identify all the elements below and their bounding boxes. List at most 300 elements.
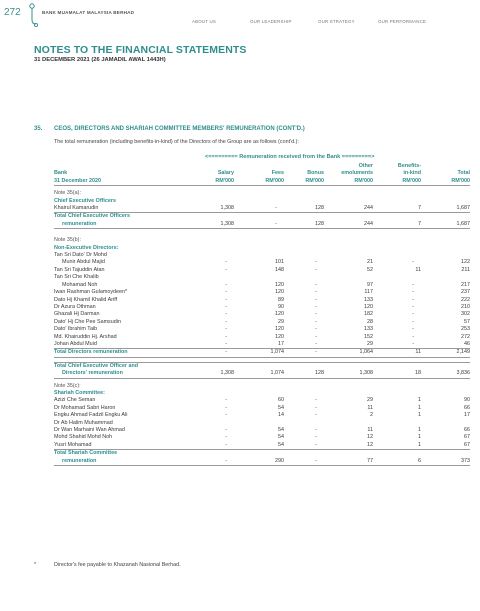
empty-cell [234, 237, 284, 244]
fees-cell: 54 [278, 404, 284, 411]
empty-cell [373, 450, 421, 458]
total-label: Directors' remuneration [54, 370, 184, 378]
note-label-label: Note 35(b): [54, 237, 81, 244]
table-row [54, 397, 470, 404]
bonus-cell: 128 [284, 221, 324, 229]
total-cell: 210 [461, 303, 470, 310]
other-cell: 29 [367, 397, 373, 404]
bonus-cell: 128 [284, 370, 324, 378]
salary-cell: - [225, 340, 227, 347]
header-row [54, 170, 470, 177]
fees-cell: - [275, 205, 277, 212]
bik-cell: - [412, 259, 414, 266]
member-name: Iwan Rashman Gulamoydeen* [54, 289, 128, 296]
table-row [54, 311, 470, 318]
total-cell: 90 [464, 397, 470, 404]
empty-cell [234, 213, 284, 221]
other-cell: 12 [367, 441, 373, 448]
other-cell [324, 420, 373, 427]
member-name: Azizi Che Seman [54, 397, 96, 404]
salary-cell: - [225, 404, 227, 411]
total-row [54, 213, 470, 221]
header-cell: RM'000 [284, 178, 324, 186]
fees-cell: 120 [275, 311, 284, 318]
member-name: Khairul Kamarudin [54, 205, 99, 212]
remuneration-range-label: <========= Remuneration received from the Bank =========> [205, 154, 375, 160]
page-subtitle: 31 DECEMBER 2021 (26 JAMADIL AWAL 1443H) [34, 57, 166, 63]
total-row [54, 221, 470, 229]
fees-cell: 90 [278, 303, 284, 310]
other-cell: 2 [370, 412, 373, 419]
note-label-label: Note 35(a): [54, 190, 81, 197]
total-cell: 17 [464, 412, 470, 419]
note-label [54, 383, 470, 390]
total-row [54, 362, 470, 370]
remuneration-table-body [54, 163, 470, 466]
bik-cell: 1 [418, 427, 421, 433]
fees-cell [234, 252, 284, 259]
bonus-cell: - [315, 441, 317, 448]
empty-cell [284, 190, 324, 197]
total-label: Total Chief Executive Officer and [54, 362, 184, 370]
total-cell: 253 [461, 326, 470, 333]
member-name: Engku Ahmad Fadzil Engku Ali [54, 412, 128, 419]
member-name: Mohamad Noh [62, 281, 98, 288]
salary-cell: - [225, 333, 227, 340]
empty-cell [284, 237, 324, 244]
table-row [54, 274, 470, 281]
group-heading-label: Shariah Committee: [54, 389, 105, 396]
total-label: remuneration [54, 221, 184, 229]
salary-cell: - [225, 303, 227, 310]
salary-cell: - [225, 296, 227, 303]
other-cell: 1,064 [324, 349, 373, 357]
empty-cell [284, 213, 324, 221]
empty-cell [284, 198, 324, 205]
empty-cell [234, 383, 284, 390]
member-name: Yusri Mohamad [54, 441, 92, 448]
total-cell: 3,836 [421, 370, 470, 378]
other-cell: 133 [364, 296, 373, 303]
bik-cell: - [412, 303, 414, 310]
footnote-text: Director's fee payable to Khazanah Nasional Berhad. [54, 562, 181, 568]
empty-cell [234, 190, 284, 197]
total-cell [421, 252, 470, 259]
fees-cell: 120 [275, 333, 284, 340]
group-heading-label: Chief Executive Officers [54, 197, 117, 204]
other-cell: 1,308 [324, 370, 373, 378]
total-cell: 302 [461, 311, 470, 318]
bik-cell: 11 [415, 266, 421, 273]
total-cell: 67 [464, 441, 470, 448]
member-name: Dr Wan Marhaini Wan Ahmad [54, 427, 125, 433]
other-cell: 52 [367, 266, 373, 273]
salary-cell: - [225, 326, 227, 333]
bik-cell [373, 252, 421, 259]
fees-cell [234, 274, 284, 281]
fees-cell: 101 [275, 259, 284, 266]
total-cell: 1,687 [421, 221, 470, 229]
empty-cell [324, 245, 373, 252]
bonus-cell: - [315, 340, 317, 347]
empty-cell [184, 190, 234, 197]
total-cell: 217 [461, 281, 470, 288]
other-cell: 97 [367, 281, 373, 288]
table-row [54, 267, 470, 274]
member-name: Johan Abdul Muid [54, 340, 97, 347]
empty-cell [421, 362, 470, 370]
other-cell: 182 [364, 311, 373, 318]
note-label [54, 237, 470, 244]
section-heading [34, 126, 305, 132]
bonus-cell: - [315, 434, 317, 441]
bonus-cell: - [315, 412, 317, 419]
fees-cell: 29 [278, 318, 284, 325]
empty-cell [421, 450, 470, 458]
other-cell [324, 274, 373, 281]
salary-cell: - [225, 311, 227, 318]
section-number: 35. [34, 126, 43, 132]
bonus-cell: - [284, 458, 324, 466]
total-row [54, 450, 470, 458]
total-row [54, 458, 470, 466]
header-cell: emoluments [341, 170, 373, 177]
header-cell: Benefits- [397, 163, 421, 169]
bik-cell: - [412, 333, 414, 340]
member-name: Tan Sri Tajuddin Atan [54, 266, 105, 273]
other-cell: 244 [324, 221, 373, 229]
footnote-marker: * [34, 562, 37, 568]
table-row [54, 442, 470, 450]
bonus-cell: - [315, 281, 317, 288]
bik-cell: 1 [418, 397, 421, 404]
empty-cell [324, 198, 373, 205]
other-cell: 244 [364, 205, 373, 212]
table-row [54, 427, 470, 434]
salary-cell: - [225, 434, 227, 441]
header-cell: Fees [271, 170, 284, 177]
empty-cell [421, 237, 470, 244]
total-cell: 211 [461, 266, 470, 273]
fees-cell: 120 [275, 289, 284, 296]
bik-cell: - [412, 340, 414, 347]
total-cell: 67 [464, 434, 470, 441]
bik-cell: 1 [418, 434, 421, 441]
total-cell: 373 [421, 458, 470, 466]
empty-cell [184, 245, 234, 252]
other-cell: 12 [367, 434, 373, 441]
header-cell: RM'000 [324, 178, 373, 186]
bik-cell: - [412, 326, 414, 333]
other-cell: 11 [367, 427, 373, 433]
empty-cell [373, 213, 421, 221]
bik-cell [373, 274, 421, 281]
bik-cell: 18 [373, 370, 421, 378]
bonus-cell: - [315, 289, 317, 296]
fees-cell: 148 [275, 266, 284, 273]
member-name: Dr Mohamad Sabri Haron [54, 404, 116, 411]
empty-cell [421, 190, 470, 197]
fees-cell: 1,074 [234, 370, 284, 378]
empty-cell [234, 362, 284, 370]
section-intro: The total remuneration (including benefits-in-kind) of the Directors of the Group are as follows (cont'd.): [54, 139, 299, 145]
total-cell: 57 [464, 318, 470, 325]
total-cell: 66 [464, 427, 470, 433]
total-label: Total Directors remuneration [54, 349, 184, 357]
empty-cell [421, 198, 470, 205]
member-name: Munir Abdul Majid [62, 259, 105, 266]
bonus-cell: - [315, 266, 317, 273]
note-label [54, 190, 470, 197]
header-cell [184, 163, 234, 170]
total-label: Total Chief Executive Officers [54, 213, 184, 221]
empty-cell [421, 245, 470, 252]
total-label: Total Shariah Committee [54, 450, 184, 458]
fees-cell: 120 [275, 281, 284, 288]
bonus-cell: - [315, 318, 317, 325]
bik-cell: 7 [373, 221, 421, 229]
bank-logo-icon [28, 2, 40, 28]
bonus-cell [284, 274, 324, 281]
group-heading [54, 198, 470, 205]
bik-cell: 11 [373, 349, 421, 357]
table-row [54, 434, 470, 441]
nav-our-leadership[interactable]: OUR LEADERSHIP [250, 19, 292, 24]
bik-cell: - [412, 281, 414, 288]
empty-cell [284, 245, 324, 252]
empty-cell [234, 245, 284, 252]
page-number: 272 [4, 7, 21, 18]
table-row [54, 259, 470, 266]
bik-cell: - [412, 318, 414, 325]
note-label-label: Note 35(c): [54, 382, 81, 389]
member-name: Dato Hj Khamil Khalid Ariff [54, 296, 118, 303]
header-cell: RM'000 [234, 178, 284, 186]
other-cell: 29 [367, 340, 373, 347]
bonus-cell: - [315, 427, 317, 433]
empty-cell [184, 213, 234, 221]
salary-cell [184, 274, 234, 281]
header-cell [234, 163, 284, 170]
empty-cell [324, 362, 373, 370]
member-name: Dato' Hj Che Pee Samsudin [54, 318, 121, 325]
bik-cell: 6 [373, 458, 421, 466]
table-row [54, 334, 470, 341]
empty-cell [184, 390, 234, 397]
total-cell: 2,149 [421, 349, 470, 357]
salary-cell: - [225, 266, 227, 273]
bonus-cell: - [315, 311, 317, 318]
member-name: Dato' Ibrahim Taib [54, 326, 98, 333]
total-cell: 222 [461, 296, 470, 303]
empty-cell [373, 383, 421, 390]
member-name: Tan Sri Che Khalib [54, 274, 99, 281]
table-row [54, 319, 470, 326]
header-cell: in-kind [403, 170, 421, 177]
empty-cell [324, 190, 373, 197]
empty-cell [284, 383, 324, 390]
nav-our-performance[interactable]: OUR PERFORMANCE [378, 19, 427, 24]
bik-cell: - [412, 289, 414, 296]
header-cell: Total [457, 170, 470, 177]
fees-cell: 54 [278, 434, 284, 441]
fees-cell: - [234, 221, 284, 229]
header-cell [284, 163, 324, 170]
header-row [54, 178, 470, 186]
bik-cell [373, 420, 421, 427]
member-name: Dr Ab Halim Muhammad [54, 419, 113, 426]
empty-cell [284, 450, 324, 458]
fees-cell: 290 [234, 458, 284, 466]
empty-cell [284, 362, 324, 370]
salary-cell: - [225, 427, 227, 433]
header-cell: RM'000 [184, 178, 234, 186]
other-cell: 77 [324, 458, 373, 466]
bonus-cell [284, 252, 324, 259]
header-cell: Bonus [307, 170, 324, 177]
empty-cell [421, 390, 470, 397]
header-cell: RM'000 [421, 178, 470, 186]
salary-cell: - [225, 281, 227, 288]
fees-cell: 120 [275, 326, 284, 333]
other-cell: 133 [364, 326, 373, 333]
total-cell: 66 [464, 404, 470, 411]
member-name: Dr Azura Othman [54, 303, 96, 310]
total-cell: 237 [461, 289, 470, 296]
empty-cell [373, 190, 421, 197]
bik-cell: - [412, 311, 414, 318]
fees-cell [234, 420, 284, 427]
header-cell: Salary [217, 170, 234, 177]
other-cell: 152 [364, 333, 373, 340]
total-row [54, 370, 470, 378]
bik-cell: 1 [418, 441, 421, 448]
page-title: NOTES TO THE FINANCIAL STATEMENTS [34, 44, 247, 56]
bonus-cell: - [315, 326, 317, 333]
fees-cell: 17 [278, 340, 284, 347]
salary-cell: - [184, 349, 234, 357]
salary-cell: - [184, 458, 234, 466]
empty-cell [324, 450, 373, 458]
empty-cell [324, 390, 373, 397]
table-row [54, 297, 470, 304]
bonus-cell: - [315, 303, 317, 310]
other-cell: 21 [367, 259, 373, 266]
header-cell: Bank [54, 170, 68, 177]
fees-cell: 14 [278, 412, 284, 419]
table-row [54, 341, 470, 349]
empty-cell [373, 237, 421, 244]
other-cell: 117 [364, 289, 373, 296]
group-heading [54, 390, 470, 397]
total-cell [421, 420, 470, 427]
bik-cell: 1 [418, 412, 421, 419]
salary-cell [184, 420, 234, 427]
total-cell: 272 [461, 333, 470, 340]
nav-our-strategy[interactable]: OUR STRATEGY [318, 19, 355, 24]
total-cell: 46 [464, 340, 470, 347]
header-cell: 31 December 2020 [54, 178, 184, 186]
bonus-cell: 128 [315, 205, 324, 212]
empty-cell [373, 198, 421, 205]
table-row [54, 304, 470, 311]
bonus-cell: - [315, 333, 317, 340]
empty-cell [184, 450, 234, 458]
salary-cell: - [225, 259, 227, 266]
salary-cell: - [225, 412, 227, 419]
salary-cell: - [225, 289, 227, 296]
empty-cell [184, 362, 234, 370]
empty-cell [234, 390, 284, 397]
salary-cell: - [225, 318, 227, 325]
group-heading-label: Non-Executive Directors: [54, 244, 119, 251]
table-row [54, 289, 470, 296]
member-name: Md. Khairuddin Hj. Arshad [54, 333, 117, 340]
bonus-cell: - [315, 404, 317, 411]
table-row [54, 326, 470, 333]
group-heading [54, 245, 470, 252]
total-cell [421, 274, 470, 281]
salary-cell: - [225, 397, 227, 404]
other-cell [324, 252, 373, 259]
header-cell: RM'000 [373, 178, 421, 186]
member-name: Tan Sri Dato' Dr Mohd [54, 252, 107, 259]
empty-cell [324, 237, 373, 244]
empty-cell [373, 390, 421, 397]
other-cell: 11 [367, 404, 373, 411]
total-cell: 1,687 [456, 205, 470, 212]
empty-cell [421, 383, 470, 390]
fees-cell: 54 [278, 427, 284, 433]
bonus-cell: - [315, 296, 317, 303]
header-row [54, 163, 470, 170]
empty-cell [373, 362, 421, 370]
fees-cell: 89 [278, 296, 284, 303]
empty-cell [184, 198, 234, 205]
table-row [54, 405, 470, 412]
empty-cell [234, 450, 284, 458]
total-row [54, 349, 470, 357]
table-row [54, 420, 470, 427]
salary-cell: 1,308 [184, 221, 234, 229]
bonus-cell: - [284, 349, 324, 357]
bonus-cell: - [315, 397, 317, 404]
table-row [54, 412, 470, 419]
table-row [54, 205, 470, 213]
bank-name: BANK MUAMALAT MALAYSIA BERHAD [42, 10, 135, 15]
page-header [0, 0, 480, 36]
table-row [54, 252, 470, 259]
empty-cell [184, 237, 234, 244]
header-cell: Other [358, 163, 373, 169]
fees-cell: 1,074 [234, 349, 284, 357]
empty-cell [324, 213, 373, 221]
fees-cell: 60 [278, 397, 284, 404]
bik-cell: - [412, 296, 414, 303]
other-cell: 120 [364, 303, 373, 310]
salary-cell: - [225, 441, 227, 448]
bik-cell: 1 [418, 404, 421, 411]
empty-cell [324, 383, 373, 390]
nav-about-us[interactable]: ABOUT US [192, 19, 216, 24]
empty-cell [234, 198, 284, 205]
remuneration-table [54, 163, 470, 466]
header-cell [421, 163, 470, 170]
empty-cell [421, 213, 470, 221]
section-title: CEOS, DIRECTORS AND SHARIAH COMMITTEE MEMBERS' REMUNERATION (CONT'D.) [54, 126, 305, 132]
empty-cell [373, 245, 421, 252]
header-cell [54, 163, 184, 170]
